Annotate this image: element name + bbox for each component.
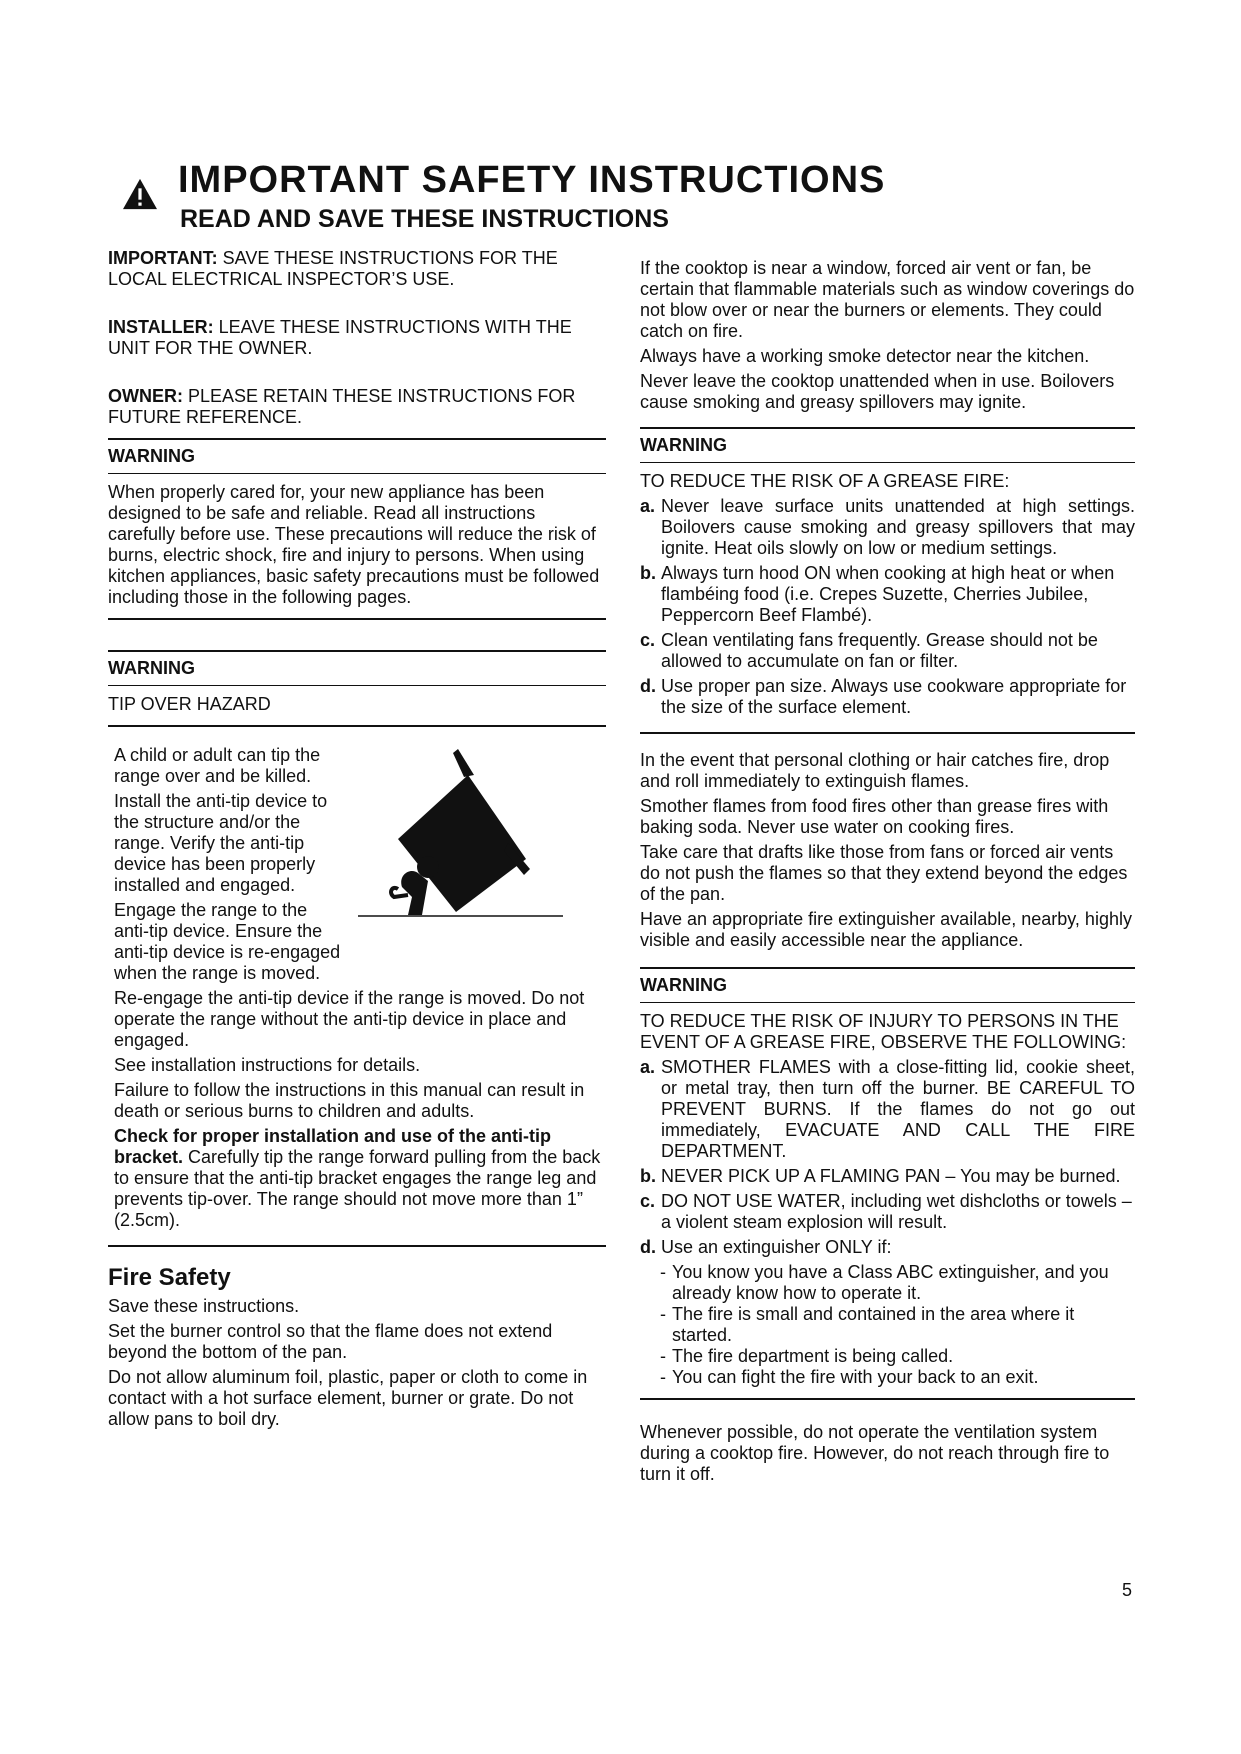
smoke-detector-paragraph: Always have a working smoke detector near the kitchen.	[640, 346, 1090, 366]
tipping-range-illustration	[358, 747, 568, 922]
warning-lead: TO REDUCE THE RISK OF INJURY TO PERSONS IN THE EVENT OF A GREASE FIRE, OBSERVE THE FOLLOWING:	[640, 1011, 1127, 1052]
list-item: - The fire department is being called.	[660, 1346, 1135, 1367]
list-item: - You know you have a Class ABC extinguisher, and you already know how to operate it.	[660, 1262, 1135, 1304]
tip-paragraph: Failure to follow the instructions in this manual can result in death or serious burns to children and adults.	[114, 1080, 585, 1121]
warning-box-injury	[640, 967, 1135, 1400]
fire-safety-heading: Fire Safety	[108, 1264, 231, 1291]
list-item: d. Use an extinguisher ONLY if:	[640, 1237, 892, 1257]
warning-body	[640, 1003, 1135, 1388]
tip-paragraph: Engage the range to the anti-tip device. Ensure the anti-tip device is re-engaged when the range is moved.	[114, 900, 341, 983]
list-item: a. SMOTHER FLAMES with a close-fitting lid, cookie sheet, or metal tray, then turn off the burner. BE CAREFUL TO PREVENT BURNS. If the flames do not go out immediately, EVACUATE AND CALL THE FIRE DEPARTMENT.	[640, 1057, 1135, 1161]
list-item: d. Use proper pan size. Always use cookware appropriate for the size of the surface element.	[640, 676, 1127, 717]
warning-heading: WARNING	[108, 440, 606, 474]
fire-response-paragraphs	[640, 750, 1135, 951]
warning-body	[640, 463, 1135, 718]
unattended-paragraph: Never leave the cooktop unattended when in use. Boilovers cause smoking and greasy spillovers may ignite.	[640, 371, 1115, 412]
page-subtitle: READ AND SAVE THESE INSTRUCTIONS	[180, 205, 669, 233]
list-item: - You can fight the fire with your back to an exit.	[660, 1367, 1135, 1388]
right-column	[640, 258, 1135, 1489]
list-item: b. NEVER PICK UP A FLAMING PAN – You may be burned.	[640, 1166, 1121, 1186]
warning-heading: WARNING	[640, 969, 1135, 1003]
installer-note: INSTALLER: LEAVE THESE INSTRUCTIONS WITH THE UNIT FOR THE OWNER.	[108, 317, 572, 358]
tip-paragraph: Re-engage the anti-tip device if the range is moved. Do not operate the range without the anti-tip device in place and engaged.	[114, 988, 585, 1050]
paragraph: Take care that drafts like those from fans or forced air vents do not push the flames so that they extend beyond the edges of the pan.	[640, 842, 1128, 904]
warning-heading: WARNING	[640, 429, 1135, 463]
page-number: 5	[1122, 1580, 1133, 1600]
grease-fire-list	[640, 496, 1135, 718]
warning-triangle-icon	[121, 177, 159, 211]
list-item: c. DO NOT USE WATER, including wet dishcloths or towels – a violent steam explosion will result.	[640, 1191, 1132, 1232]
injury-list	[640, 1057, 1135, 1258]
page-title: IMPORTANT SAFETY INSTRUCTIONS	[178, 159, 886, 201]
fire-safety-paragraph: Do not allow aluminum foil, plastic, paper or cloth to come in contact with a hot surface element, burner or grate. Do not allow pans to boil dry.	[108, 1367, 588, 1429]
warning-box-tip-over	[108, 650, 606, 727]
warning-lead: TO REDUCE THE RISK OF A GREASE FIRE:	[640, 471, 1010, 491]
cooktop-window-paragraph: If the cooktop is near a window, forced air vent or fan, be certain that flammable materials such as window coverings do not blow over or near the burners or elements. They could catch on fire.	[640, 258, 1135, 341]
ventilation-closing-paragraph: Whenever possible, do not operate the ventilation system during a cooktop fire. However, do not reach through fire to turn it off.	[640, 1422, 1110, 1484]
paragraph: Smother flames from food fires other than grease fires with baking soda. Never use water on cooking fires.	[640, 796, 1109, 837]
list-item: a. Never leave surface units unattended at high settings. Boilovers cause smoking and greasy spillovers that may ignite. Heat oils slowly on low or medium settings.	[640, 496, 1135, 558]
list-item: c. Clean ventilating fans frequently. Grease should not be allowed to accumulate on fan or filter.	[640, 630, 1098, 671]
fire-safety-paragraph: Save these instructions.	[108, 1296, 300, 1316]
tip-over-hazard-label: TIP OVER HAZARD	[108, 694, 271, 714]
tip-narrow-text	[114, 745, 346, 984]
warning-heading: WARNING	[108, 652, 606, 686]
extinguisher-conditions-list	[640, 1262, 1135, 1388]
warning-box-grease-fire	[640, 427, 1135, 734]
tip-paragraph: See installation instructions for details.	[114, 1055, 421, 1075]
fire-safety-paragraph: Set the burner control so that the flame does not extend beyond the bottom of the pan.	[108, 1321, 553, 1362]
paragraph: Have an appropriate fire extinguisher available, nearby, highly visible and easily accessible near the appliance.	[640, 909, 1132, 950]
anti-tip-check-paragraph: Check for proper installation and use of the anti-tip bracket. Carefully tip the range forward pulling from the back to ensure that the anti-tip bracket engages the range leg and prevents tip-over. The range should not move more than 1” (2.5cm).	[114, 1126, 601, 1230]
warning-body: When properly cared for, your new appliance has been designed to be safe and reliable. Read all instructions carefully before use. These precautions will reduce the risk of burns, electric shock, fire and injury to persons. When using kitchen appliances, basic safety precautions must be followed including those in the following pages.	[108, 482, 600, 607]
left-column	[108, 248, 606, 1434]
tip-paragraph: Install the anti-tip device to the structure and/or the range. Verify the anti-tip device has been properly installed and engaged.	[114, 791, 328, 895]
owner-note: OWNER: PLEASE RETAIN THESE INSTRUCTIONS FOR FUTURE REFERENCE.	[108, 386, 576, 427]
tip-over-instructions	[108, 745, 606, 1247]
list-item: b. Always turn hood ON when cooking at high heat or when flambéing food (i.e. Crepes Suzette, Cherries Jubilee, Peppercorn Beef Flambé).	[640, 563, 1115, 625]
tip-paragraph: A child or adult can tip the range over and be killed.	[114, 745, 321, 786]
paragraph: In the event that personal clothing or hair catches fire, drop and roll immediately to extinguish flames.	[640, 750, 1110, 791]
important-note: IMPORTANT: SAVE THESE INSTRUCTIONS FOR THE LOCAL ELECTRICAL INSPECTOR’S USE.	[108, 248, 558, 289]
warning-box-general	[108, 438, 606, 620]
list-item: - The fire is small and contained in the area where it started.	[660, 1304, 1135, 1346]
